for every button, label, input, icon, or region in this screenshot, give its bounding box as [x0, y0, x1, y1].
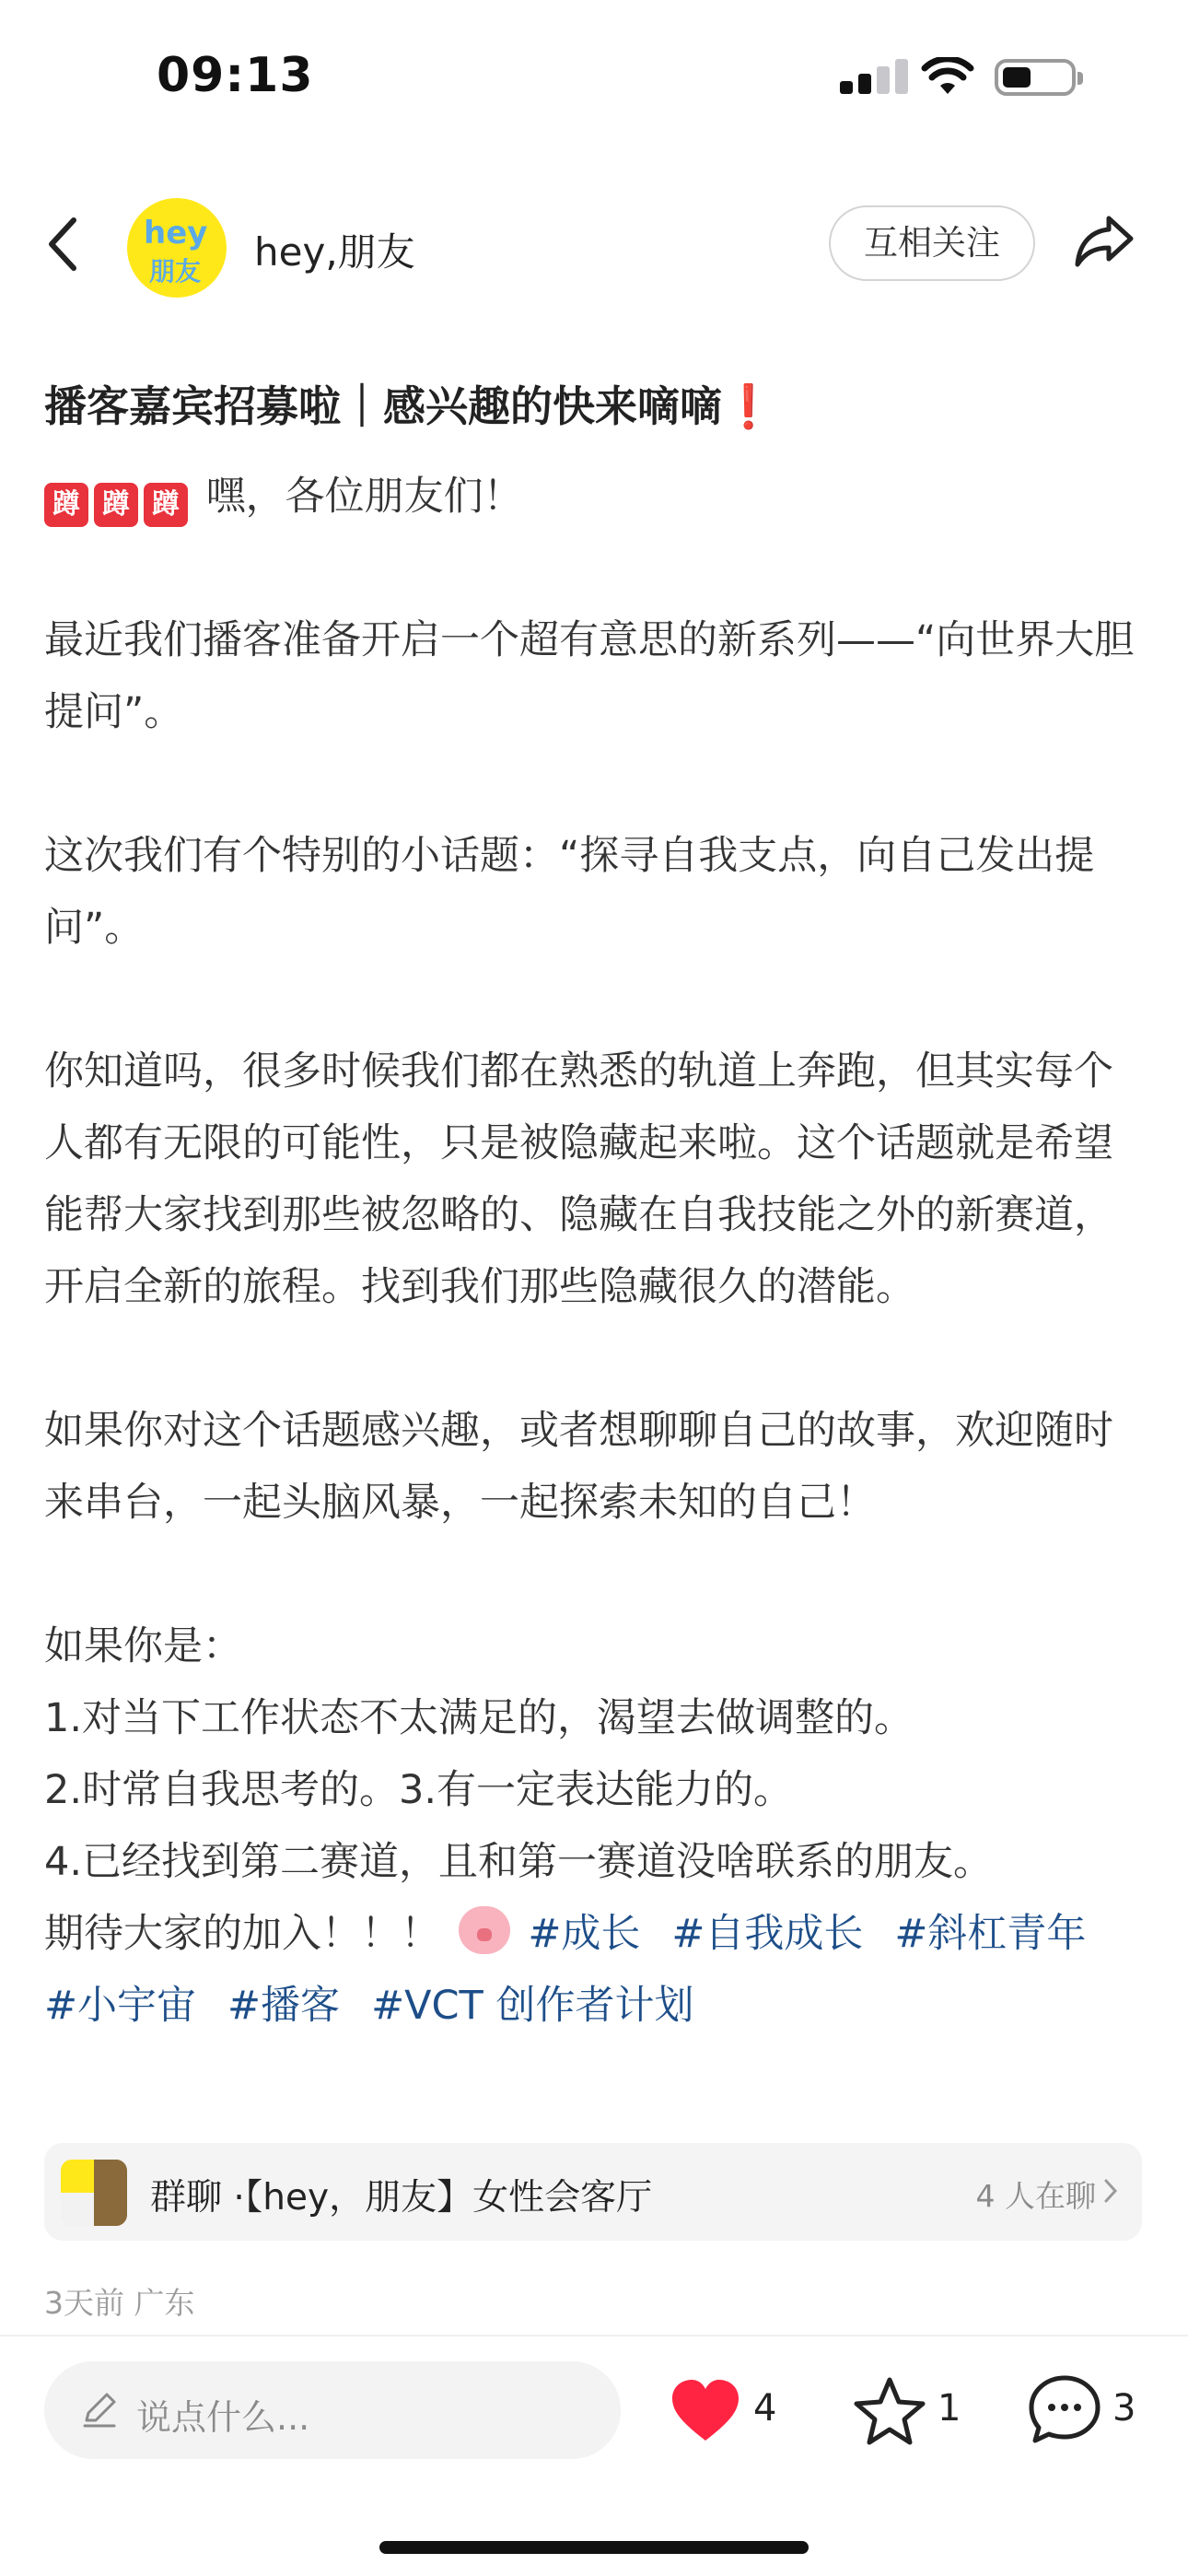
post-title: [44, 373, 775, 434]
like-count: 4: [753, 2387, 777, 2430]
comment-count: 3: [1112, 2387, 1136, 2430]
paragraph: 这次我们有个特别的小话题：“探寻自我支点，向自己发出提问”。: [44, 833, 1095, 951]
post-header: [0, 189, 1188, 299]
favorite-count: 1: [938, 2387, 961, 2430]
status-bar: [0, 0, 1188, 157]
divider: [0, 2335, 1188, 2336]
post-meta: [44, 2279, 195, 2323]
heart-icon: [669, 2378, 742, 2444]
favorite-button[interactable]: [853, 2372, 973, 2446]
share-arrow-icon[interactable]: [1072, 211, 1136, 270]
home-indicator[interactable]: [379, 2541, 809, 2554]
closing-text: 期待大家的加入！！！: [44, 1911, 440, 1957]
group-chat-count: 4 人在聊: [975, 2178, 1096, 2214]
post-location: 广东: [134, 2285, 195, 2321]
intro-text: 嘿，各位朋友们！: [193, 474, 523, 520]
tag-line: [44, 1970, 1149, 2042]
author-avatar[interactable]: [127, 198, 227, 298]
comment-input[interactable]: [44, 2361, 621, 2459]
list-item: 4.已经找到第二赛道，且和第一赛道没啥联系的朋友。: [44, 1839, 994, 1885]
comment-bubble-icon: [1028, 2374, 1101, 2444]
paragraph: 最近我们播客准备开启一个超有意思的新系列——“向世界大胆提问”。: [44, 617, 1135, 735]
group-chat-card[interactable]: [44, 2143, 1142, 2241]
comment-button[interactable]: [1028, 2372, 1147, 2446]
group-avatar: [61, 2160, 127, 2226]
chevron-left-icon[interactable]: [44, 215, 81, 274]
avatar-logo-text-top: hey: [144, 215, 208, 252]
post-title-text: 播客嘉宾招募啦｜感兴趣的快来嘀嘀: [44, 381, 722, 431]
intro-line: [44, 461, 1149, 533]
list-item: 1.对当下工作状态不太满足的，渴望去做调整的。: [44, 1695, 914, 1741]
wifi-icon: [921, 57, 974, 98]
list-item: 2.时常自我思考的。3.有一定表达能力的。: [44, 1767, 794, 1813]
exclamation-icon: ❗: [722, 381, 775, 431]
like-button[interactable]: [669, 2372, 788, 2446]
hashtag-link[interactable]: #自我成长: [671, 1911, 864, 1957]
hashtag-link[interactable]: #播客: [227, 1983, 341, 2029]
chevron-right-icon: [1103, 2178, 1118, 2204]
status-time: 09:13: [157, 48, 314, 103]
squat-emoji-icon: 蹲: [94, 483, 138, 527]
author-name[interactable]: hey,朋友: [254, 229, 415, 275]
star-icon: [853, 2376, 926, 2446]
comment-placeholder: 说点什么...: [136, 2397, 310, 2438]
squat-emoji-icon: 蹲: [44, 483, 88, 527]
post-body: [44, 461, 1149, 2042]
battery-icon: [995, 59, 1076, 96]
avatar-logo-text-bottom: 朋友: [149, 256, 202, 287]
follow-button[interactable]: 互相关注: [829, 205, 1035, 281]
pencil-icon: [79, 2389, 120, 2430]
list-intro: 如果你是：: [44, 1623, 242, 1669]
cellular-signal-icon: [840, 59, 914, 94]
squat-emoji-icon: 蹲: [144, 483, 188, 527]
pig-face-icon: [459, 1906, 510, 1954]
group-chat-label: 群聊 ·【hey，朋友】女性会客厅: [150, 2177, 653, 2219]
paragraph: 如果你对这个话题感兴趣，或者想聊聊自己的故事，欢迎随时来串台，一起头脑风暴，一起探索未知的自己！: [44, 1408, 1113, 1526]
hashtag-link[interactable]: #成长: [528, 1911, 641, 1957]
hashtag-link[interactable]: #小宇宙: [44, 1983, 197, 2029]
post-time: 3天前: [44, 2285, 124, 2321]
paragraph: 你知道吗，很多时候我们都在熟悉的轨道上奔跑，但其实每个人都有无限的可能性，只是被隐藏起来啦。这个话题就是希望能帮大家找到那些被忽略的、隐藏在自我技能之外的新赛道，开启全新的旅程。找到我们那些隐藏很久的潜能。: [44, 1048, 1113, 1310]
hashtag-link[interactable]: #斜杠青年: [894, 1911, 1087, 1957]
hashtag-link[interactable]: #VCT 创作者计划: [371, 1983, 694, 2029]
closing-line: [44, 1898, 1149, 1970]
